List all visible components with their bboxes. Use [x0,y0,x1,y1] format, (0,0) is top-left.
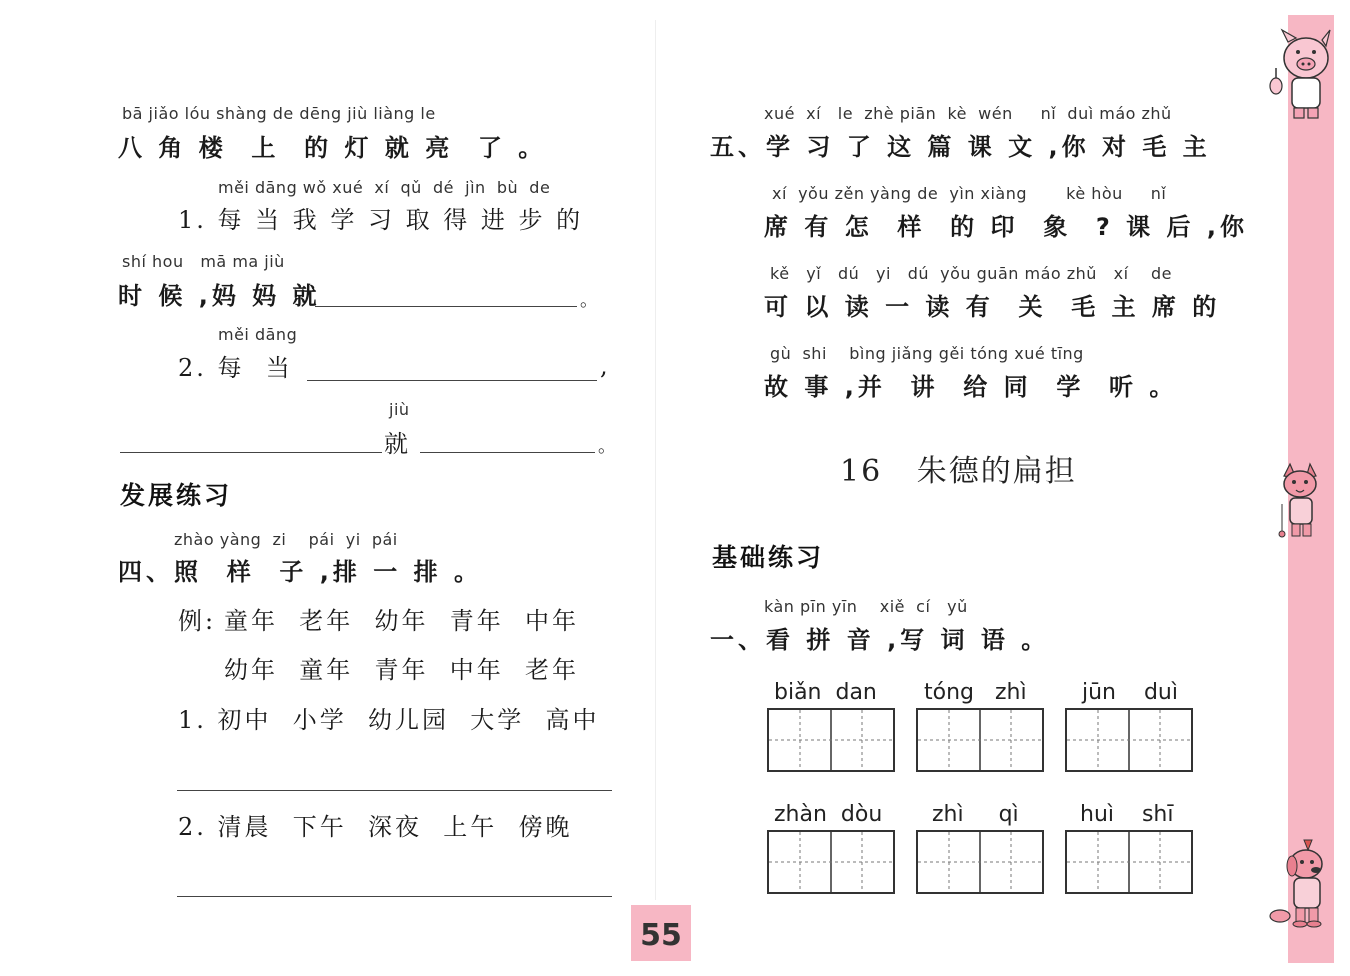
q1-end-mark: 。 [580,290,601,311]
writing-grid-jun-dui[interactable] [1065,708,1193,772]
grid-label-zhi-qi: zhì qì [932,802,1019,827]
page-fold [655,20,656,900]
grid-label-tong-zhi: tóng zhì [924,680,1027,705]
fox-mascot-icon [1270,458,1334,546]
q4-example-line1: 童年 老年 幼年 青年 中年 [224,607,580,635]
q5-line4-text: 故 事 ,并 讲 给 同 学 听 。 [764,373,1178,401]
q4-example-label: 例: [178,607,217,635]
intro-pinyin: bā jiǎo lóu shàng de dēng jiù liàng le [122,104,436,123]
q2-jiu-pinyin: jiù [389,400,410,419]
grid-label-jun-dui: jūn duì [1082,680,1178,705]
answer-blank-q2a[interactable] [307,380,597,381]
q4-item2: 2. 清晨 下午 深夜 上午 傍晚 [178,813,573,841]
q1-text: 1. 每 当 我 学 习 取 得 进 步 的 [178,206,584,234]
q1-cont-pinyin: shí hou mā ma jiù [122,252,285,271]
intro-text: 八 角 楼 上 的 灯 就 亮 了 。 [118,134,547,162]
answer-blank-q4-item2[interactable] [177,896,612,897]
q5-line2-text: 席 有 怎 样 的 印 象 ? 课 后 ,你 [764,213,1249,241]
writing-grid-tong-zhi[interactable] [916,708,1044,772]
q5-line4-pinyin: gù shi bìng jiǎng gěi tóng xué tīng [770,344,1084,363]
section-heading-development: 发展练习 [120,481,233,510]
page-number: 55 [631,905,691,961]
q5-line3-pinyin: kě yǐ dú yi dú yǒu guān máo zhǔ xí de [770,264,1172,283]
q4-text: 四、照 样 子 ,排 一 排 。 [118,558,482,586]
q5-line1-pinyin: xué xí le zhè piān kè wén nǐ duì máo zhǔ [764,104,1172,123]
q1-cont-text: 时 候 ,妈 妈 就 [118,282,321,310]
q2-jiu-text: 就 [384,430,411,458]
answer-blank-q4-item1[interactable] [177,790,612,791]
q2-text: 2. 每 当 [178,354,293,382]
q5-line2-pinyin: xí yǒu zěn yàng de yìn xiàng kè hòu nǐ [772,184,1167,203]
grid-label-bian-dan: biǎn dan [774,680,877,705]
dog-mascot-icon [1268,836,1336,936]
grid-label-hui-shi: huì shī [1080,802,1174,827]
q1-right-pinyin: kàn pīn yīn xiě cí yǔ [764,597,968,616]
q5-line3-text: 可 以 读 一 读 有 关 毛 主 席 的 [764,293,1221,321]
q1-pinyin: měi dāng wǒ xué xí qǔ dé jìn bù de [218,178,551,197]
q2-comma: , [600,352,611,380]
q4-example-line2: 幼年 童年 青年 中年 老年 [224,656,580,684]
q5-line1-text: 五、学 习 了 这 篇 课 文 ,你 对 毛 主 [710,133,1211,161]
q4-item1: 1. 初中 小学 幼儿园 大学 高中 [178,706,600,734]
q2-pinyin: měi dāng [218,325,298,344]
lesson-title: 16 朱德的扁担 [840,454,1077,489]
answer-blank-q2c[interactable] [420,452,595,453]
writing-grid-hui-shi[interactable] [1065,830,1193,894]
answer-blank-q2b[interactable] [120,452,382,453]
writing-grid-zhi-qi[interactable] [916,830,1044,894]
pig-mascot-icon [1266,28,1338,124]
answer-blank-q1[interactable] [315,306,577,307]
grid-label-zhan-dou: zhàn dòu [774,802,883,827]
section-heading-basic: 基础练习 [712,543,825,572]
q2-end-mark: 。 [598,436,619,457]
writing-grid-zhan-dou[interactable] [767,830,895,894]
q1-right-text: 一、看 拼 音 ,写 词 语 。 [710,626,1050,654]
q4-pinyin: zhào yàng zi pái yi pái [174,530,398,549]
writing-grid-bian-dan[interactable] [767,708,895,772]
